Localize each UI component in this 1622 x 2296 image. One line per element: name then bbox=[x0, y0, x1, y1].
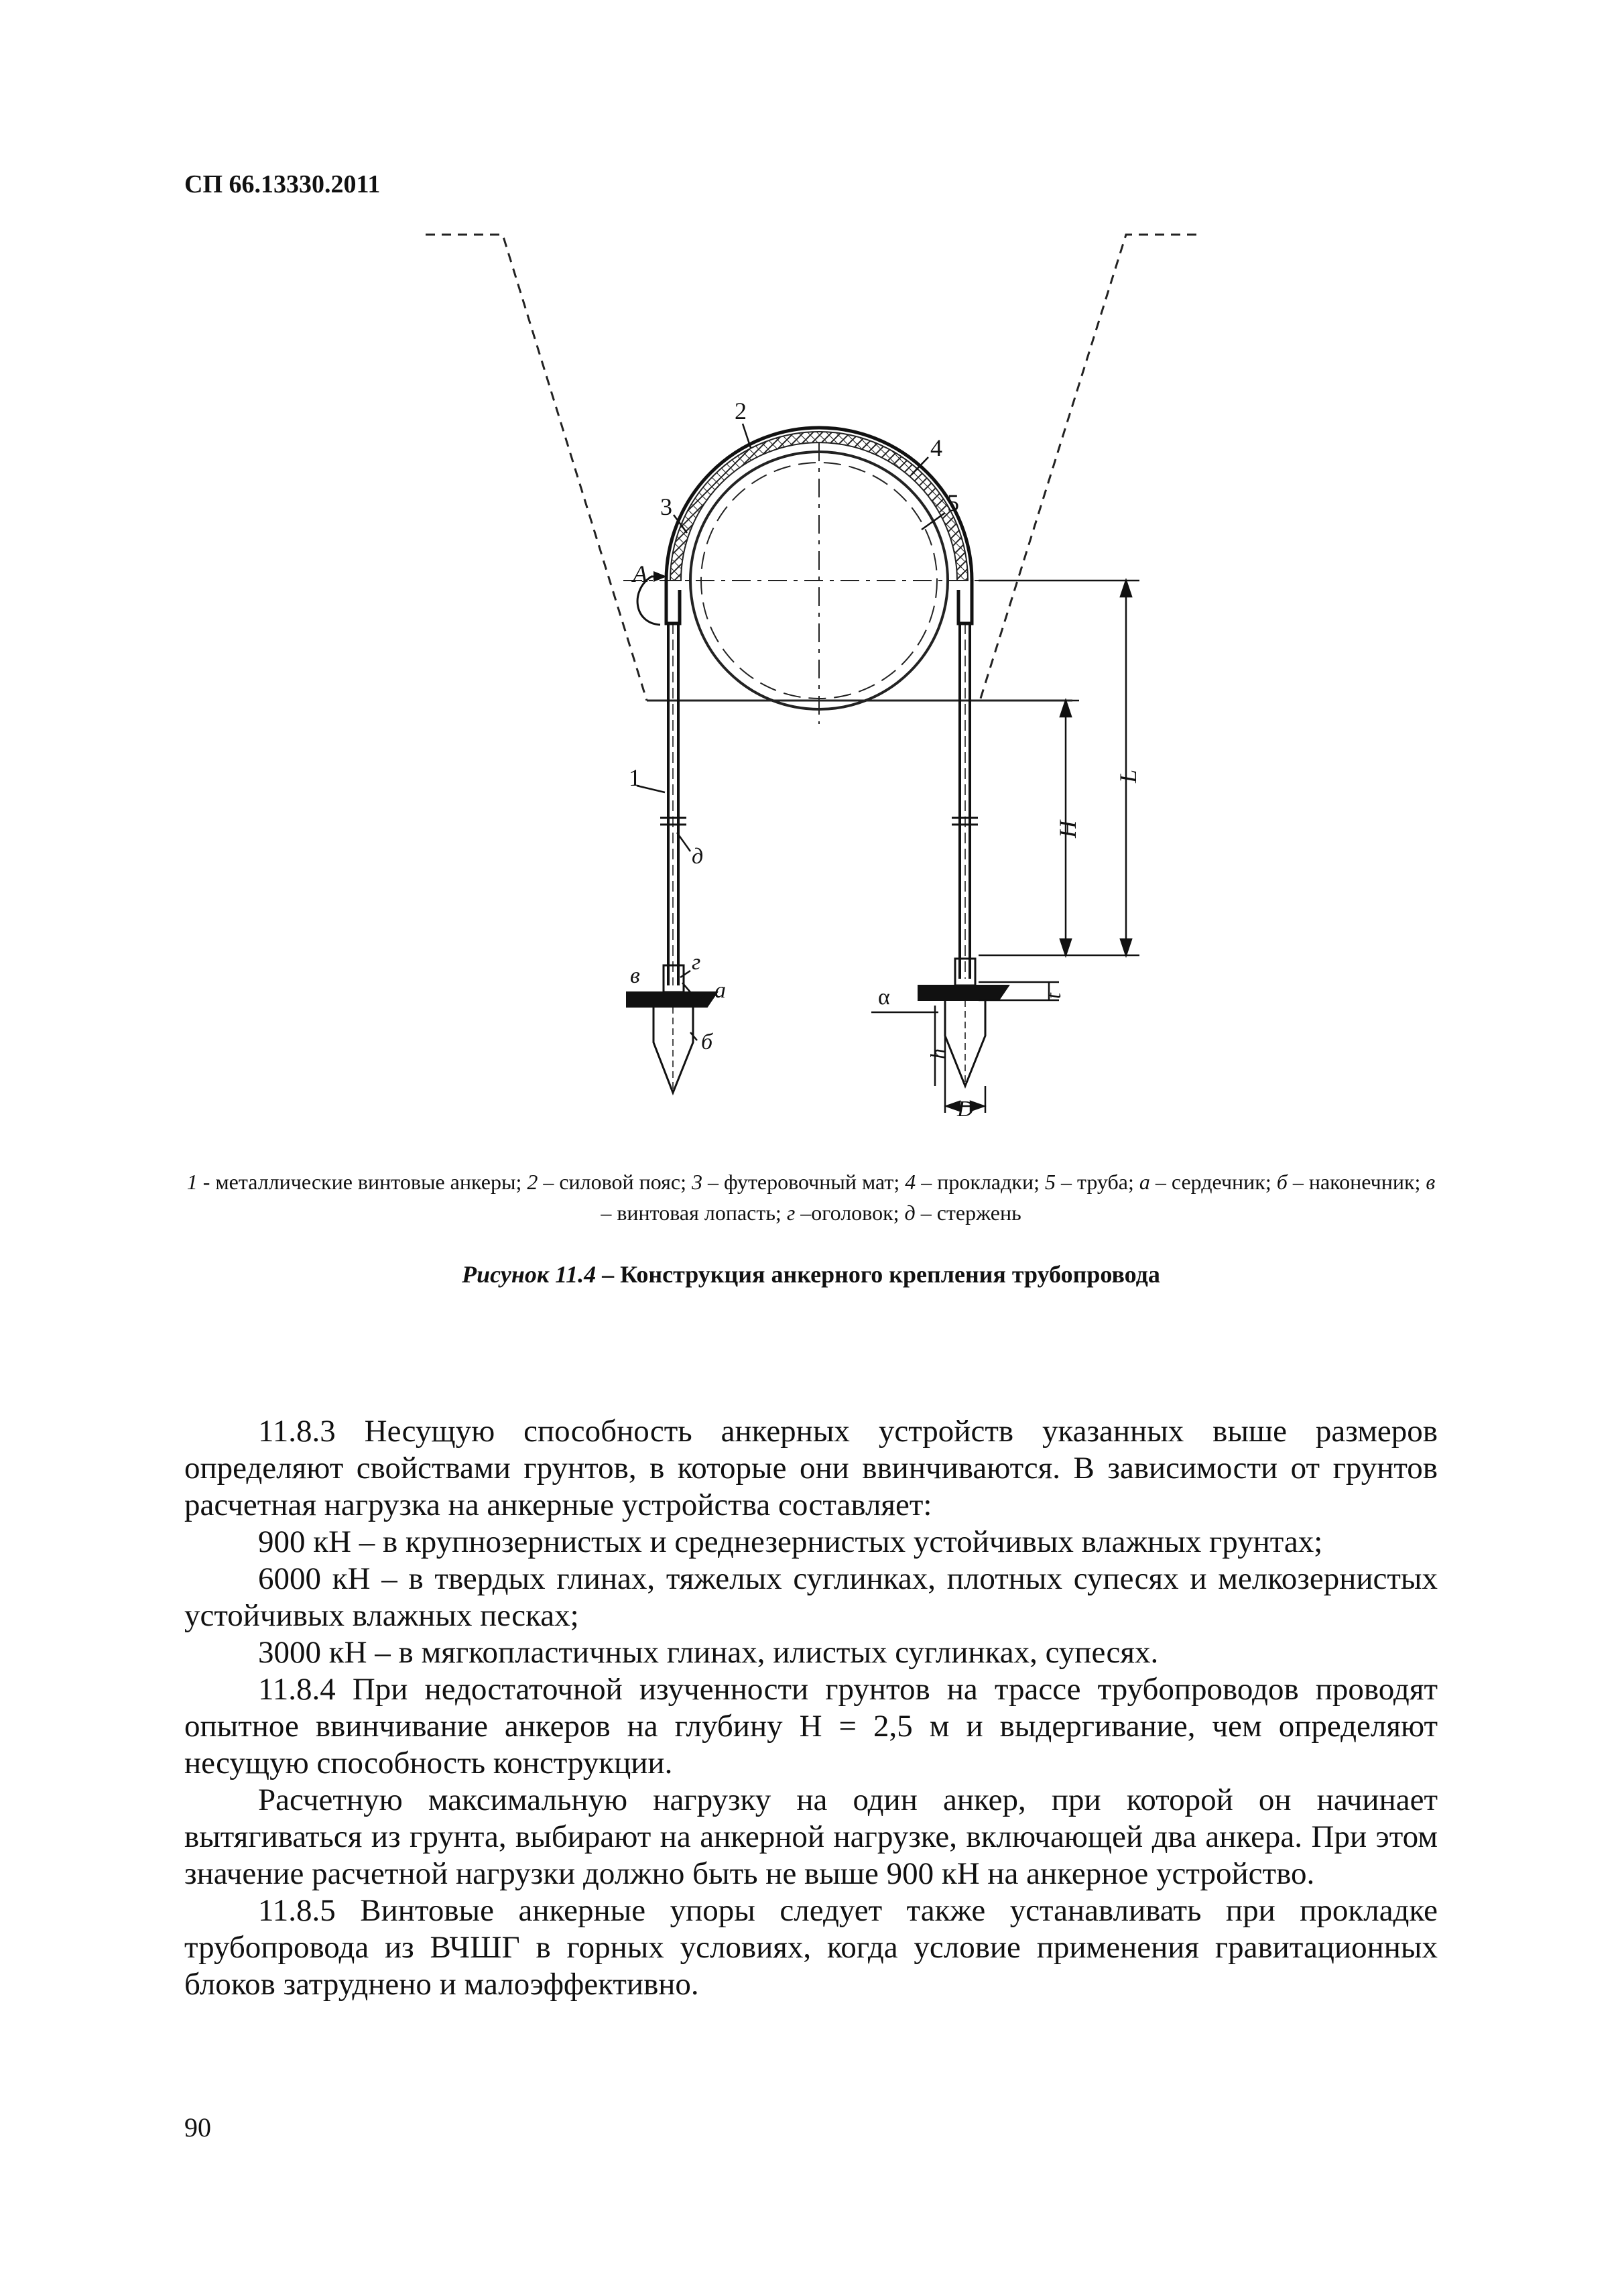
trench-outline bbox=[426, 235, 1196, 701]
paragraph-11-8-4: 11.8.4 При недостаточной изученности грунтов на трассе трубопроводов проводят опытное ввинчивание анкеров на глубину H = 2,5 м и выдергивание, чем определяют несущую способность конструкции. bbox=[184, 1672, 1438, 1780]
callout-g: г bbox=[692, 950, 701, 975]
callout-a: а bbox=[714, 978, 726, 1003]
dim-label-t: t bbox=[1041, 993, 1065, 999]
page-number: 90 bbox=[184, 2112, 211, 2142]
figure-caption bbox=[184, 1260, 1438, 1288]
dim-label-l: L bbox=[1115, 769, 1141, 783]
body-text bbox=[184, 1413, 1438, 2003]
callout-v: в bbox=[630, 963, 640, 988]
legend-item: 1 - металлические винтовые анкеры; bbox=[186, 1170, 527, 1194]
callout-d: д bbox=[692, 844, 704, 869]
callout-5: 5 bbox=[947, 489, 959, 516]
callout-leaders bbox=[637, 424, 945, 1040]
legend-item: а – сердечник; bbox=[1139, 1170, 1277, 1194]
dim-label-small-h: h bbox=[926, 1048, 950, 1059]
legend-item: г –оголовок; bbox=[786, 1201, 905, 1225]
legend-item: 2 – силовой пояс; bbox=[527, 1170, 692, 1194]
callout-alpha: α bbox=[878, 985, 890, 1010]
callout-4: 4 bbox=[930, 434, 942, 461]
anchor-figure bbox=[402, 215, 1206, 1126]
dim-label-h: H bbox=[1054, 821, 1081, 838]
anchor-drawing bbox=[402, 215, 1206, 1126]
figure-legend bbox=[184, 1166, 1438, 1228]
legend-item: 4 – прокладки; bbox=[905, 1170, 1045, 1194]
callout-1: 1 bbox=[629, 764, 641, 791]
callout-b: б bbox=[701, 1030, 713, 1054]
paragraph-11-8-3: 11.8.3 Несущую способность анкерных устройств указанных выше размеров определяют свойствами грунтов, в которые они ввинчиваются. В зависимости от грунтов расчетная нагрузка на анкерные устройства составляет: bbox=[184, 1414, 1438, 1522]
figure-caption-text: – Конструкция анкерного крепления трубопровода bbox=[596, 1261, 1160, 1288]
dim-label-d: D bbox=[957, 1097, 974, 1122]
document-code-header: СП 66.13330.2011 bbox=[184, 170, 381, 198]
callout-section-a: А bbox=[633, 560, 647, 587]
legend-item: б – наконечник; bbox=[1276, 1170, 1426, 1194]
legend-item: в – винтовая лопасть; bbox=[601, 1170, 1436, 1225]
dimension-lines bbox=[871, 581, 1139, 1113]
callout-2: 2 bbox=[735, 398, 747, 424]
left-anchor bbox=[627, 623, 717, 1093]
paragraph-load-6000: 6000 кН – в твердых глинах, тяжелых суглинках, плотных супесях и мелкозернистых устойчивых влажных песках; bbox=[184, 1561, 1438, 1633]
paragraph-11-8-5: 11.8.5 Винтовые анкерные упоры следует также устанавливать при прокладке трубопровода из ВЧШГ в горных условиях, когда условие применения гравитационных блоков затруднено и малоэффективно. bbox=[184, 1893, 1438, 2002]
legend-item: 3 – футеровочный мат; bbox=[691, 1170, 906, 1194]
paragraph-load-900: 900 кН – в крупнозернистых и среднезернистых устойчивых влажных грунтах; bbox=[258, 1524, 1323, 1559]
paragraph-load-3000: 3000 кН – в мягкопластичных глинах, илистых суглинках, супесях. bbox=[258, 1635, 1159, 1670]
legend-item: д – стержень bbox=[904, 1201, 1021, 1225]
callout-3: 3 bbox=[660, 493, 672, 520]
legend-item: 5 – труба; bbox=[1044, 1170, 1139, 1194]
figure-caption-label: Рисунок 11.4 bbox=[462, 1261, 597, 1288]
right-anchor bbox=[918, 623, 1009, 1086]
paragraph-max-load: Расчетную максимальную нагрузку на один анкер, при которой он начинает вытягиваться из грунта, выбирают на анкерной нагрузке, включающей два анкера. При этом значение расчетной нагрузки должно быть не выше 900 кН на анкерное устройство. bbox=[184, 1783, 1438, 1891]
